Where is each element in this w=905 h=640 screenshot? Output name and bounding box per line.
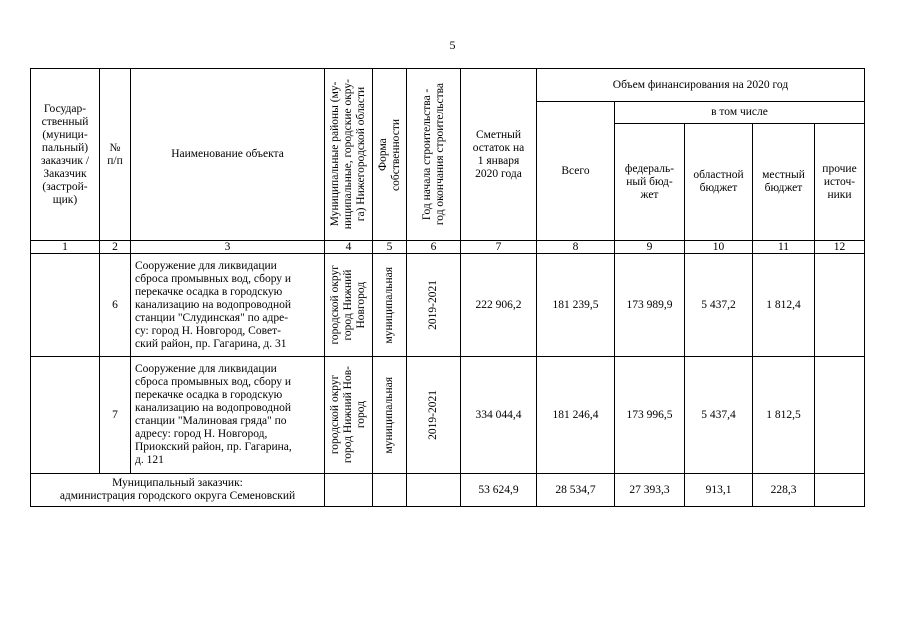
summary-ownership (373, 474, 407, 507)
row-years-cell (407, 254, 461, 357)
row-years: 2019-2021 (427, 390, 439, 440)
column-number-row (31, 241, 865, 254)
column-number: 4 (325, 241, 373, 254)
summary-row (31, 474, 865, 507)
column-number: 1 (31, 241, 100, 254)
header-years: Год начала строительства - год окончания строительства (420, 83, 446, 226)
row-municipality: городской округ город Нижний Нов- город (329, 366, 367, 464)
column-number: 11 (753, 241, 815, 254)
header-municipality: Муниципальные районы (му- ниципальные, городские окру- га) Нижегородской области (329, 79, 367, 230)
header-local: местный бюджет (753, 124, 815, 241)
header-estimate: Сметный остаток на 1 января 2020 года (461, 69, 537, 241)
column-number: 8 (537, 241, 615, 254)
column-number: 9 (615, 241, 685, 254)
summary-local: 228,3 (753, 474, 815, 507)
row-number: 6 (100, 254, 131, 357)
row-municipality-cell (325, 357, 373, 474)
row-ownership-cell (373, 357, 407, 474)
summary-total: 28 534,7 (537, 474, 615, 507)
summary-regional: 913,1 (685, 474, 753, 507)
summary-label: Муниципальный заказчик: администрация городского округа Семеновский (31, 474, 325, 507)
column-number: 7 (461, 241, 537, 254)
summary-federal: 27 393,3 (615, 474, 685, 507)
row-years: 2019-2021 (427, 280, 439, 330)
row-local: 1 812,5 (753, 357, 815, 474)
summary-years (407, 474, 461, 507)
row-federal: 173 989,9 (615, 254, 685, 357)
header-including: в том числе (615, 102, 865, 124)
row-municipality: городской округ город Нижний Новгород (329, 265, 367, 345)
row-number: 7 (100, 357, 131, 474)
row-ownership: муниципальная (383, 376, 395, 454)
column-number: 2 (100, 241, 131, 254)
row-other (815, 357, 865, 474)
column-number: 10 (685, 241, 753, 254)
row-estimate: 222 906,2 (461, 254, 537, 357)
table-row (31, 357, 865, 474)
row-object-name: Сооружение для ликвидации сброса промывных вод, сбору и перекачке осадка в городскую канализацию на водопроводной станции "Малиновая гряда" по адресу: город Н. Новгород, Приокский район, пр. Гагарина, д. 121 (131, 357, 325, 474)
financing-table (30, 68, 865, 507)
header-federal: федераль- ный бюд- жет (615, 124, 685, 241)
row-ownership-cell (373, 254, 407, 357)
header-municipality-cell (325, 69, 373, 241)
header-total: Всего (537, 102, 615, 241)
header-ownership: Форма собственности (376, 118, 402, 191)
row-object-name: Сооружение для ликвидации сброса промывных вод, сбору и перекачке осадка в городскую канализацию на водопроводной станции "Слудинская" по адре- су: город Н. Новгород, Совет- ский район, пр. Гагарина, д. 31 (131, 254, 325, 357)
row-other (815, 254, 865, 357)
row-total: 181 246,4 (537, 357, 615, 474)
page-number: 5 (449, 38, 456, 52)
header-customer: Государ- ственный (муници- пальный) заказчик / Заказчик (застрой- щик) (31, 69, 100, 241)
row-customer (31, 254, 100, 357)
header-object-name: Наименование объекта (131, 69, 325, 241)
header-ownership-cell (373, 69, 407, 241)
row-regional: 5 437,2 (685, 254, 753, 357)
row-customer (31, 357, 100, 474)
table-row (31, 254, 865, 357)
row-federal: 173 996,5 (615, 357, 685, 474)
summary-municipality (325, 474, 373, 507)
row-ownership: муниципальная (383, 266, 395, 344)
column-number: 6 (407, 241, 461, 254)
column-number: 12 (815, 241, 865, 254)
row-total: 181 239,5 (537, 254, 615, 357)
row-regional: 5 437,4 (685, 357, 753, 474)
header-no: № п/п (100, 69, 131, 241)
row-local: 1 812,4 (753, 254, 815, 357)
summary-other (815, 474, 865, 507)
header-row-1 (31, 69, 865, 102)
column-number: 3 (131, 241, 325, 254)
header-financing: Объем финансирования на 2020 год (537, 69, 865, 102)
row-years-cell (407, 357, 461, 474)
summary-estimate: 53 624,9 (461, 474, 537, 507)
column-number: 5 (373, 241, 407, 254)
header-regional: областной бюджет (685, 124, 753, 241)
header-years-cell (407, 69, 461, 241)
header-other: прочие источ- ники (815, 124, 865, 241)
row-municipality-cell (325, 254, 373, 357)
row-estimate: 334 044,4 (461, 357, 537, 474)
